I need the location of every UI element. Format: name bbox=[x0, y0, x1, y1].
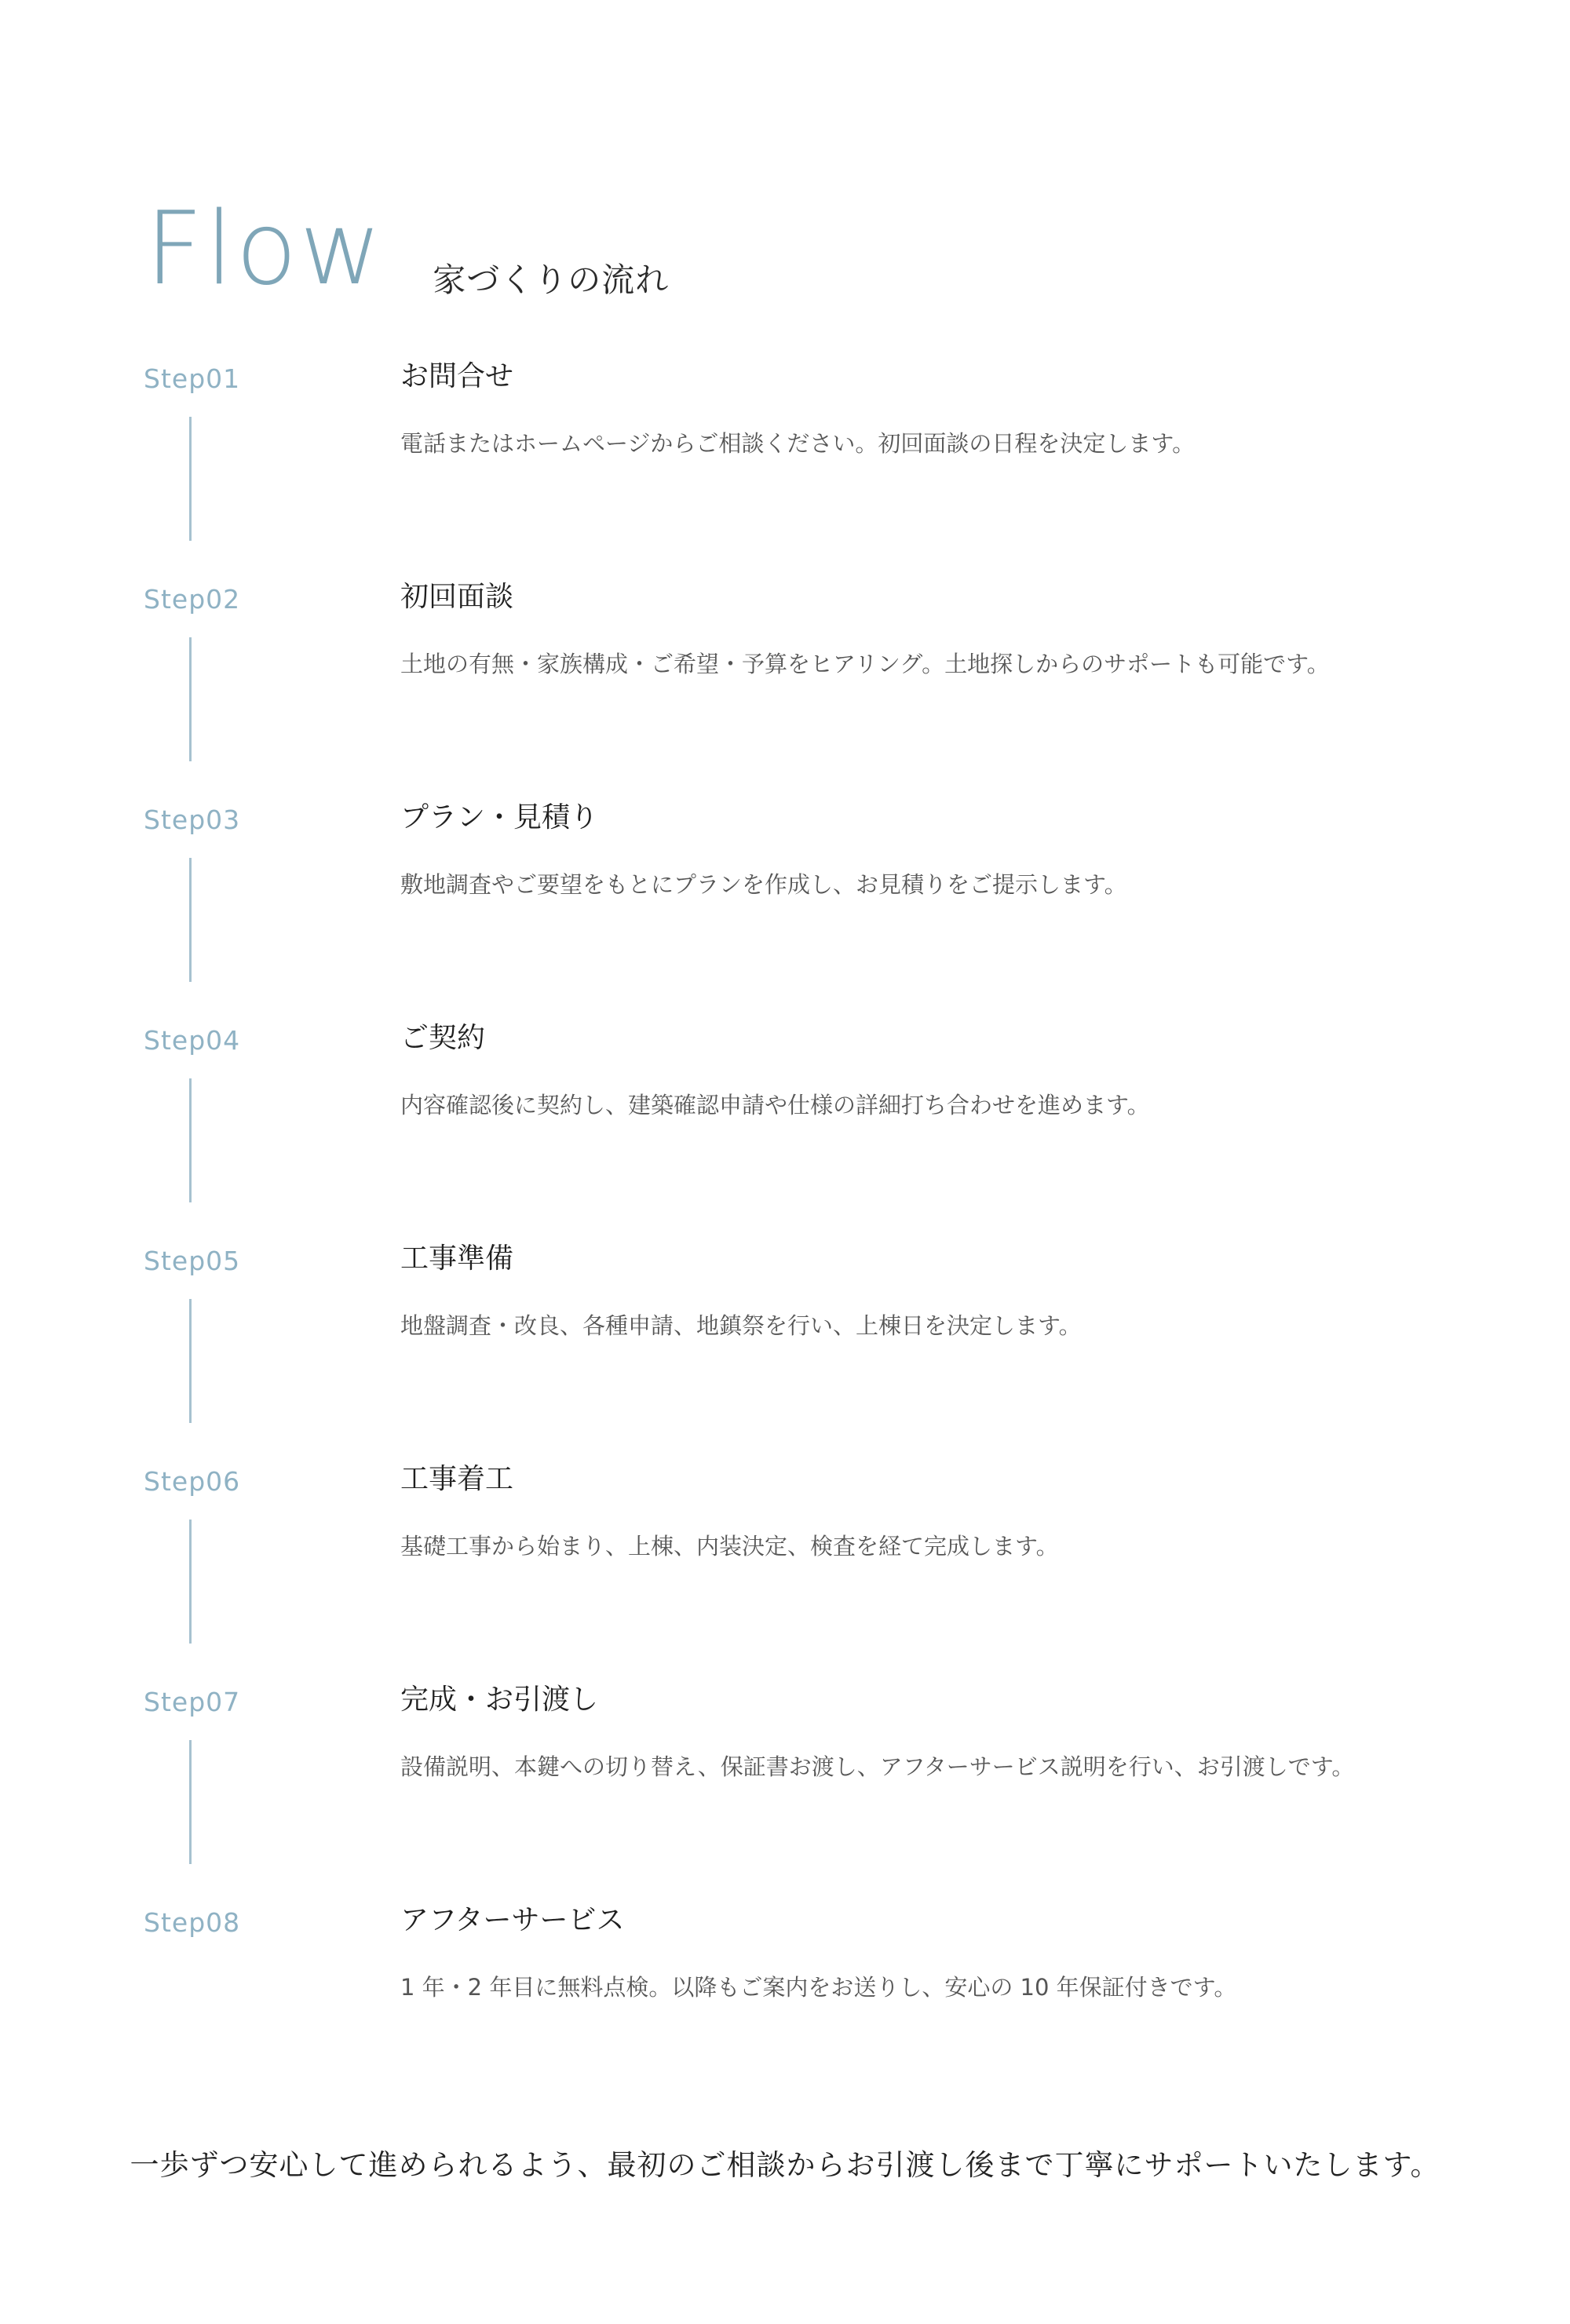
step-number: Step05 bbox=[144, 1246, 241, 1276]
step-connector-line bbox=[189, 1299, 192, 1423]
step-item bbox=[0, 1242, 1570, 1468]
step-title: プラン・見積り bbox=[400, 801, 599, 834]
step-item bbox=[0, 1463, 1570, 1688]
step-description: 基礎工事から始まり、上棟、内装決定、検査を経て完成します。 bbox=[400, 1533, 1059, 1560]
step-connector-line bbox=[189, 1520, 192, 1644]
step-description: 内容確認後に契約し、建築確認申請や仕様の詳細打ち合わせを進めます。 bbox=[400, 1092, 1150, 1118]
page-title: Flow bbox=[145, 191, 385, 308]
step-number: Step01 bbox=[144, 363, 241, 394]
step-number: Step04 bbox=[144, 1025, 241, 1056]
step-item bbox=[0, 1904, 1570, 2129]
step-description: 地盤調査・改良、各種申請、地鎮祭を行い、上棟日を決定します。 bbox=[400, 1312, 1082, 1339]
step-description: 設備説明、本鍵への切り替え、保証書お渡し、アフターサービス説明を行い、お引渡しです。 bbox=[400, 1753, 1355, 1780]
step-description: 土地の有無・家族構成・ご希望・予算をヒアリング。土地探しからのサポートも可能です。 bbox=[400, 651, 1330, 677]
step-connector-line bbox=[189, 858, 192, 982]
step-description: 1 年・2 年目に無料点検。以降もご案内をお送りし、安心の 10 年保証付きです。 bbox=[400, 1974, 1237, 2001]
step-item bbox=[0, 581, 1570, 806]
step-number: Step02 bbox=[144, 584, 241, 615]
step-number: Step03 bbox=[144, 804, 241, 835]
page-subtitle: 家づくりの流れ bbox=[433, 261, 670, 299]
step-title: ご契約 bbox=[400, 1022, 486, 1054]
page-header bbox=[145, 182, 670, 308]
step-title: 工事着工 bbox=[400, 1463, 514, 1495]
step-description: 敷地調査やご要望をもとにプランを作成し、お見積りをご提示します。 bbox=[400, 871, 1127, 898]
step-title: 工事準備 bbox=[400, 1242, 514, 1275]
step-item bbox=[0, 360, 1570, 586]
step-title: お問合せ bbox=[400, 360, 514, 392]
step-item bbox=[0, 801, 1570, 1027]
step-title: アフターサービス bbox=[400, 1904, 625, 1936]
step-number: Step08 bbox=[144, 1907, 241, 1938]
step-title: 初回面談 bbox=[400, 581, 514, 613]
step-connector-line bbox=[189, 637, 192, 761]
closing-message: 一歩ずつ安心して進められるよう、最初のご相談からお引渡し後まで丁寧にサポートいたします。 bbox=[130, 2148, 1440, 2182]
step-description: 電話またはホームページからご相談ください。初回面談の日程を決定します。 bbox=[400, 430, 1196, 457]
step-number: Step06 bbox=[144, 1466, 241, 1497]
step-connector-line bbox=[189, 1078, 192, 1202]
step-number: Step07 bbox=[144, 1687, 241, 1717]
step-item bbox=[0, 1022, 1570, 1247]
step-item bbox=[0, 1684, 1570, 1909]
step-connector-line bbox=[189, 417, 192, 541]
step-connector-line bbox=[189, 1740, 192, 1864]
step-title: 完成・お引渡し bbox=[400, 1684, 599, 1716]
